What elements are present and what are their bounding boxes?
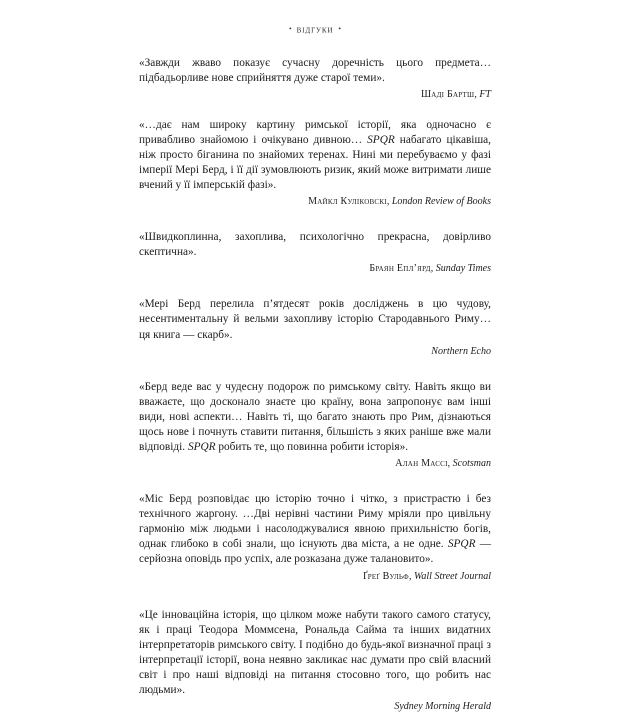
quote-text-before: «Міс Берд розповідає цю історію точно і чітко, з пристрастю і без технічного жаргону. …Дві нерівні частини Риму мріяли про цивільну гармонію між людьми і насолоджувалися явною прихильністю богів, однак глибоко в собі знали, що існують два міста, а не одне.: [139, 493, 491, 550]
attribution-publication: FT: [479, 89, 491, 100]
attribution-publication: Sunday Times: [436, 263, 491, 274]
attribution-separator: ,: [387, 196, 392, 207]
quote-text: [139, 230, 491, 260]
running-head: [0, 0, 630, 36]
quote-attribution: [139, 262, 491, 276]
quote-text-before: «Це інноваційна історія, що цілком може набути такого самого статусу, як і праці Теодора Моммсена, Рональда Сайма та інших видатних інтерпретаторів римського світу. І подібно до будь-якої визначної праці з інтерпретації історії, вона неявно закликає нас думати про свій власний світ і про наші відповіді на питання стосовно того, що робить нас людьми».: [139, 609, 491, 696]
quote-text-after: набагато цікавіша, ніж просто біганина по знайомих теренах. Нині ми перебуваємо у фазі імперії Мері Берд, і її дії зумовлюють ризик, який може витримати лише вчений у її імперській фазі».: [139, 134, 491, 191]
attribution-publication: Sydney Morning Herald: [394, 701, 491, 712]
quote-block: [139, 608, 491, 714]
quote-block: [139, 56, 491, 102]
quote-italic-term: SPQR: [188, 441, 216, 453]
bullet-right-icon: •: [333, 24, 346, 33]
quote-attribution: [139, 457, 491, 471]
quote-block: [139, 380, 491, 471]
quote-italic-term: SPQR: [367, 134, 395, 146]
quote-block: [139, 118, 491, 209]
quote-text: [139, 297, 491, 342]
quote-attribution: [139, 345, 491, 359]
quote-text: [139, 492, 491, 567]
attribution-publication: Northern Echo: [431, 346, 491, 357]
attribution-separator: ,: [448, 458, 453, 469]
quote-italic-term: SPQR: [448, 538, 476, 550]
quote-attribution: [139, 195, 491, 209]
quote-attribution: [139, 570, 491, 584]
quote-text: [139, 380, 491, 455]
bullet-left-icon: •: [284, 24, 297, 33]
attribution-person: Майкл Куліковскі: [308, 196, 387, 207]
quote-text-after: — серйозна оповідь про успіх, але розказана дуже талановито».: [139, 538, 491, 565]
quote-text-before: «Берд веде вас у чудесну подорож по римському світу. Навіть якщо ви вважаєте, що досконало знаєте цю країну, вона запропонує вам інші види, нові аспекти… Навіть ті, що багато знають про Рим, дізнаються щось нове і почнуть ставити питання, більшість з яких раніше вже мали відповіді.: [139, 381, 491, 453]
quote-text: [139, 118, 491, 193]
attribution-publication: Scotsman: [453, 458, 491, 469]
praise-quotes-list: [139, 36, 491, 714]
attribution-separator: ,: [409, 571, 414, 582]
quote-attribution: [139, 700, 491, 714]
running-head-title: відгуки: [297, 26, 334, 36]
attribution-person: Браян Епл’ярд: [369, 263, 430, 274]
quote-text: [139, 608, 491, 699]
attribution-separator: ,: [431, 263, 436, 274]
attribution-publication: London Review of Books: [392, 196, 491, 207]
quote-text-before: «Завжди жваво показує сучасну доречність цього предмета… підбадьорливе нове сприйняття дуже старої теми».: [139, 57, 491, 84]
attribution-person: Ґреґ Вульф: [363, 571, 409, 582]
quote-text-before: «Швидкоплинна, захоплива, психологічно прекрасна, довірливо скептична».: [139, 231, 491, 258]
attribution-publication: Wall Street Journal: [414, 571, 491, 582]
quote-block: [139, 230, 491, 276]
quote-text-before: «…дає нам широку картину римської історії, яка одночасно є привабливо знайомою і очікувано дивною…: [139, 119, 491, 146]
attribution-separator: ,: [474, 89, 479, 100]
quote-text-after: робить те, що повинна робити історія».: [216, 441, 409, 453]
quote-attribution: [139, 88, 491, 102]
quote-text: [139, 56, 491, 86]
quote-text-before: «Мері Берд перелила п’ятдесят років досліджень в цю чудову, несентиментальну й вельми захопливу історію Стародавнього Риму… ця книга — скарб».: [139, 298, 491, 340]
attribution-person: Алан Массі: [395, 458, 447, 469]
attribution-person: Шаді Бартш: [421, 89, 474, 100]
quote-block: [139, 492, 491, 583]
quote-block: [139, 297, 491, 358]
